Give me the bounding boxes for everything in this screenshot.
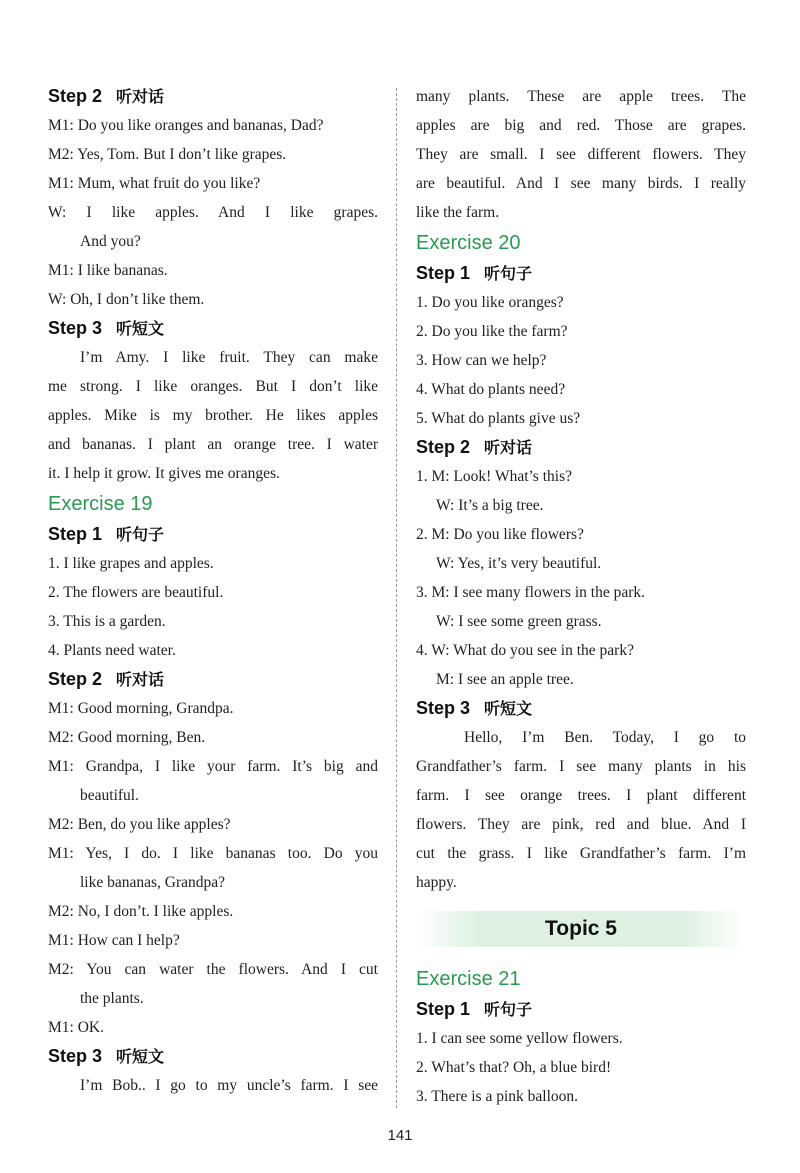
passage-line: and bananas. I plant an orange tree. I water <box>48 436 378 453</box>
dialog-line: 2. M: Do you like flowers? <box>416 526 584 543</box>
step-heading: Step 3 听短文 <box>416 698 533 718</box>
dialog-line: 1. M: Look! What’s this? <box>416 468 572 485</box>
dialog-line: M1: OK. <box>48 1019 104 1036</box>
page-number: 141 <box>387 1127 413 1144</box>
sentence-line: 2. The flowers are beautiful. <box>48 584 224 601</box>
passage-line: are beautiful. And I see many birds. I really <box>416 175 746 192</box>
sentence-line: 1. Do you like oranges? <box>416 294 564 311</box>
dialog-line: W: I like apples. And I like grapes. <box>48 204 378 221</box>
exercise-heading: Exercise 20 <box>416 232 521 254</box>
dialog-line: M1: How can I help? <box>48 932 180 949</box>
dialog-line: M1: Grandpa, I like your farm. It’s big and <box>48 758 378 775</box>
right-column <box>416 82 746 1111</box>
column-divider <box>396 88 397 1108</box>
sentence-line: 1. I can see some yellow flowers. <box>416 1030 623 1047</box>
dialog-line: M2: You can water the flowers. And I cut <box>48 961 378 978</box>
exercise-heading: Exercise 19 <box>48 493 153 515</box>
dialog-line: M1: I like bananas. <box>48 262 168 279</box>
passage-line: flowers. They are pink, red and blue. And I <box>416 816 746 833</box>
dialog-line: M2: No, I don’t. I like apples. <box>48 903 234 920</box>
passage-line: farm. I see orange trees. I plant different <box>416 787 746 804</box>
step-heading: Step 2 听对话 <box>416 437 533 457</box>
dialog-line: the plants. <box>80 990 144 1007</box>
passage-line: They are small. I see different flowers. They <box>416 146 746 163</box>
dialog-line: W: It’s a big tree. <box>436 497 544 514</box>
topic-banner: Topic 5 <box>416 911 746 947</box>
dialog-line: like bananas, Grandpa? <box>80 874 226 891</box>
passage-line: like the farm. <box>416 204 500 221</box>
dialog-line: beautiful. <box>80 787 139 804</box>
step-heading: Step 1 听句子 <box>416 263 533 283</box>
step-heading: Step 2 听对话 <box>48 669 165 689</box>
left-column <box>48 82 378 1100</box>
passage-line: many plants. These are apple trees. The <box>416 88 746 105</box>
dialog-line: W: Oh, I don’t like them. <box>48 291 205 308</box>
dialog-line: M2: Good morning, Ben. <box>48 729 206 746</box>
dialog-line: M1: Mum, what fruit do you like? <box>48 175 261 192</box>
sentence-line: 3. There is a pink balloon. <box>416 1088 579 1105</box>
dialog-line: M1: Do you like oranges and bananas, Dad? <box>48 117 324 134</box>
dialog-line: M2: Ben, do you like apples? <box>48 816 231 833</box>
sentence-line: 4. Plants need water. <box>48 642 176 659</box>
dialog-line: M: I see an apple tree. <box>436 671 574 688</box>
step-heading: Step 3 听短文 <box>48 1046 165 1066</box>
sentence-line: 3. This is a garden. <box>48 613 166 630</box>
passage-line: cut the grass. I like Grandfather’s farm. I’m <box>416 845 746 862</box>
passage-line: me strong. I like oranges. But I don’t like <box>48 378 378 395</box>
step-heading: Step 1 听句子 <box>416 999 533 1019</box>
sentence-line: 3. How can we help? <box>416 352 547 369</box>
sentence-line: 5. What do plants give us? <box>416 410 581 427</box>
exercise-heading: Exercise 21 <box>416 968 521 990</box>
sentence-line: 4. What do plants need? <box>416 381 566 398</box>
dialog-line: M2: Yes, Tom. But I don’t like grapes. <box>48 146 287 163</box>
dialog-line: M1: Good morning, Grandpa. <box>48 700 234 717</box>
dialog-line: W: Yes, it’s very beautiful. <box>436 555 602 572</box>
passage-line: apples. Mike is my brother. He likes apples <box>48 407 378 424</box>
passage-line: I’m Bob.. I go to my uncle’s farm. I see <box>80 1077 378 1094</box>
passage-line: happy. <box>416 874 457 891</box>
step-heading: Step 1 听句子 <box>48 524 165 544</box>
passage-line: it. I help it grow. It gives me oranges. <box>48 465 280 482</box>
passage-line: Grandfather’s farm. I see many plants in his <box>416 758 746 775</box>
step-heading: Step 3 听短文 <box>48 318 165 338</box>
dialog-line: 3. M: I see many flowers in the park. <box>416 584 645 601</box>
sentence-line: 2. What’s that? Oh, a blue bird! <box>416 1059 612 1076</box>
dialog-line: And you? <box>80 233 141 250</box>
passage-line: Hello, I’m Ben. Today, I go to <box>464 729 746 746</box>
dialog-line: W: I see some green grass. <box>436 613 602 630</box>
step-heading: Step 2 听对话 <box>48 86 165 106</box>
passage-line: I’m Amy. I like fruit. They can make <box>80 349 378 366</box>
sentence-line: 2. Do you like the farm? <box>416 323 568 340</box>
dialog-line: 4. W: What do you see in the park? <box>416 642 634 659</box>
dialog-line: M1: Yes, I do. I like bananas too. Do you <box>48 845 378 862</box>
passage-line: apples are big and red. Those are grapes. <box>416 117 746 134</box>
sentence-line: 1. I like grapes and apples. <box>48 555 214 572</box>
